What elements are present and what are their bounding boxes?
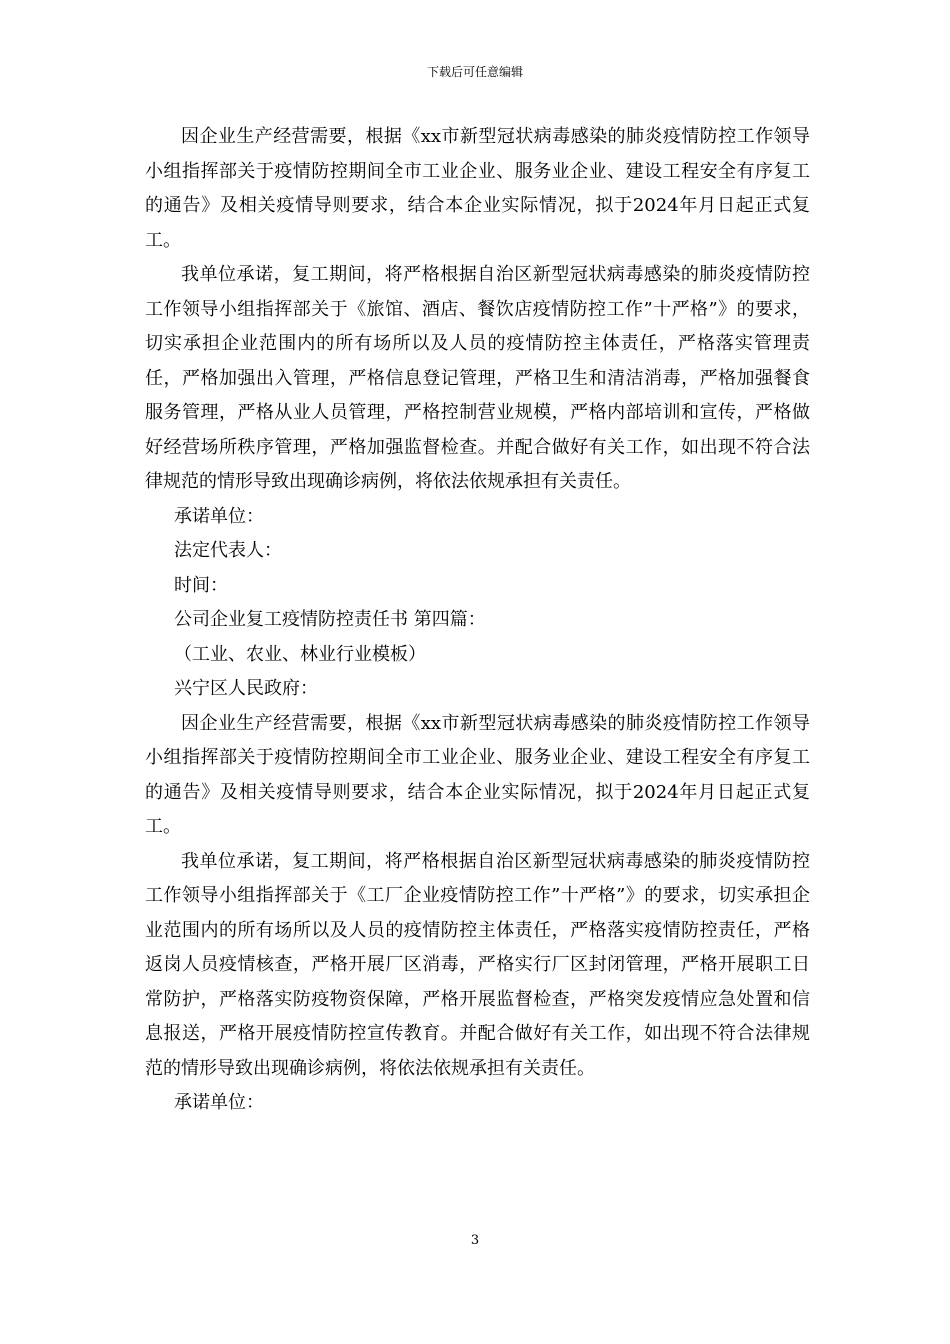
section-title: 公司企业复工疫情防控责任书 第四篇：: [174, 609, 486, 630]
legal-representative-label: 法定代表人：: [174, 540, 282, 561]
page-number: 3: [470, 1233, 480, 1248]
time-label: 时间：: [174, 574, 228, 596]
paragraph-reopening-reason: 因企业生产经营需要，根据《xx市新型冠状病毒感染的肺炎疫情防控工作领导小组指挥部关于疫情防控期间全市工业企业、服务业企业、建设工程安全有序复工的通告》及相关疫情导则要求，结合本企业实际情况，拟于2024年月日起正式复工。: [145, 126, 810, 251]
document-body: [145, 120, 810, 1121]
page-header: 下载后可任意编辑: [426, 65, 523, 79]
paragraph-commitment: 我单位承诺，复工期间，将严格根据自治区新型冠状病毒感染的肺炎疫情防控工作领导小组指挥部关于《旅馆、酒店、餐饮店疫情防控工作”十严格”》的要求，切实承担企业范围内的所有场所以及人员的疫情防控主体责任，严格落实管理责任，严格加强出入管理，严格信息登记管理，严格卫生和清洁消毒，严格加强餐食服务管理，严格从业人员管理，严格控制营业规模，严格内部培训和宣传，严格做好经营场所秩序管理，严格加强监督检查。并配合做好有关工作，如出现不符合法律规范的情形导致出现确诊病例，将依法依规承担有关责任。: [145, 264, 810, 492]
paragraph-reopening-reason-2: 因企业生产经营需要，根据《xx市新型冠状病毒感染的肺炎疫情防控工作领导小组指挥部关于疫情防控期间全市工业企业、服务业企业、建设工程安全有序复工的通告》及相关疫情导则要求，结合本企业实际情况，拟于2024年月日起正式复工。: [145, 712, 810, 837]
template-note: （工业、农业、林业行业模板）: [174, 643, 426, 665]
sign-unit-label: 承诺单位：: [174, 505, 264, 527]
paragraph-commitment-2: 我单位承诺，复工期间，将严格根据自治区新型冠状病毒感染的肺炎疫情防控工作领导小组指挥部关于《工厂企业疫情防控工作”十严格”》的要求，切实承担企业范围内的所有场所以及人员的疫情防控主体责任，严格落实疫情防控责任，严格返岗人员疫情核查，严格开展厂区消毒，严格实行厂区封闭管理，严格开展职工日常防护，严格落实防疫物资保障，严格开展监督检查，严格突发疫情应急处置和信息报送，严格开展疫情防控宣传教育。并配合做好有关工作，如出现不符合法律规范的情形导致出现确诊病例，将依法依规承担有关责任。: [145, 850, 810, 1079]
addressee: 兴宁区人民政府：: [174, 678, 318, 699]
sign-unit-label-2: 承诺单位：: [174, 1092, 264, 1113]
